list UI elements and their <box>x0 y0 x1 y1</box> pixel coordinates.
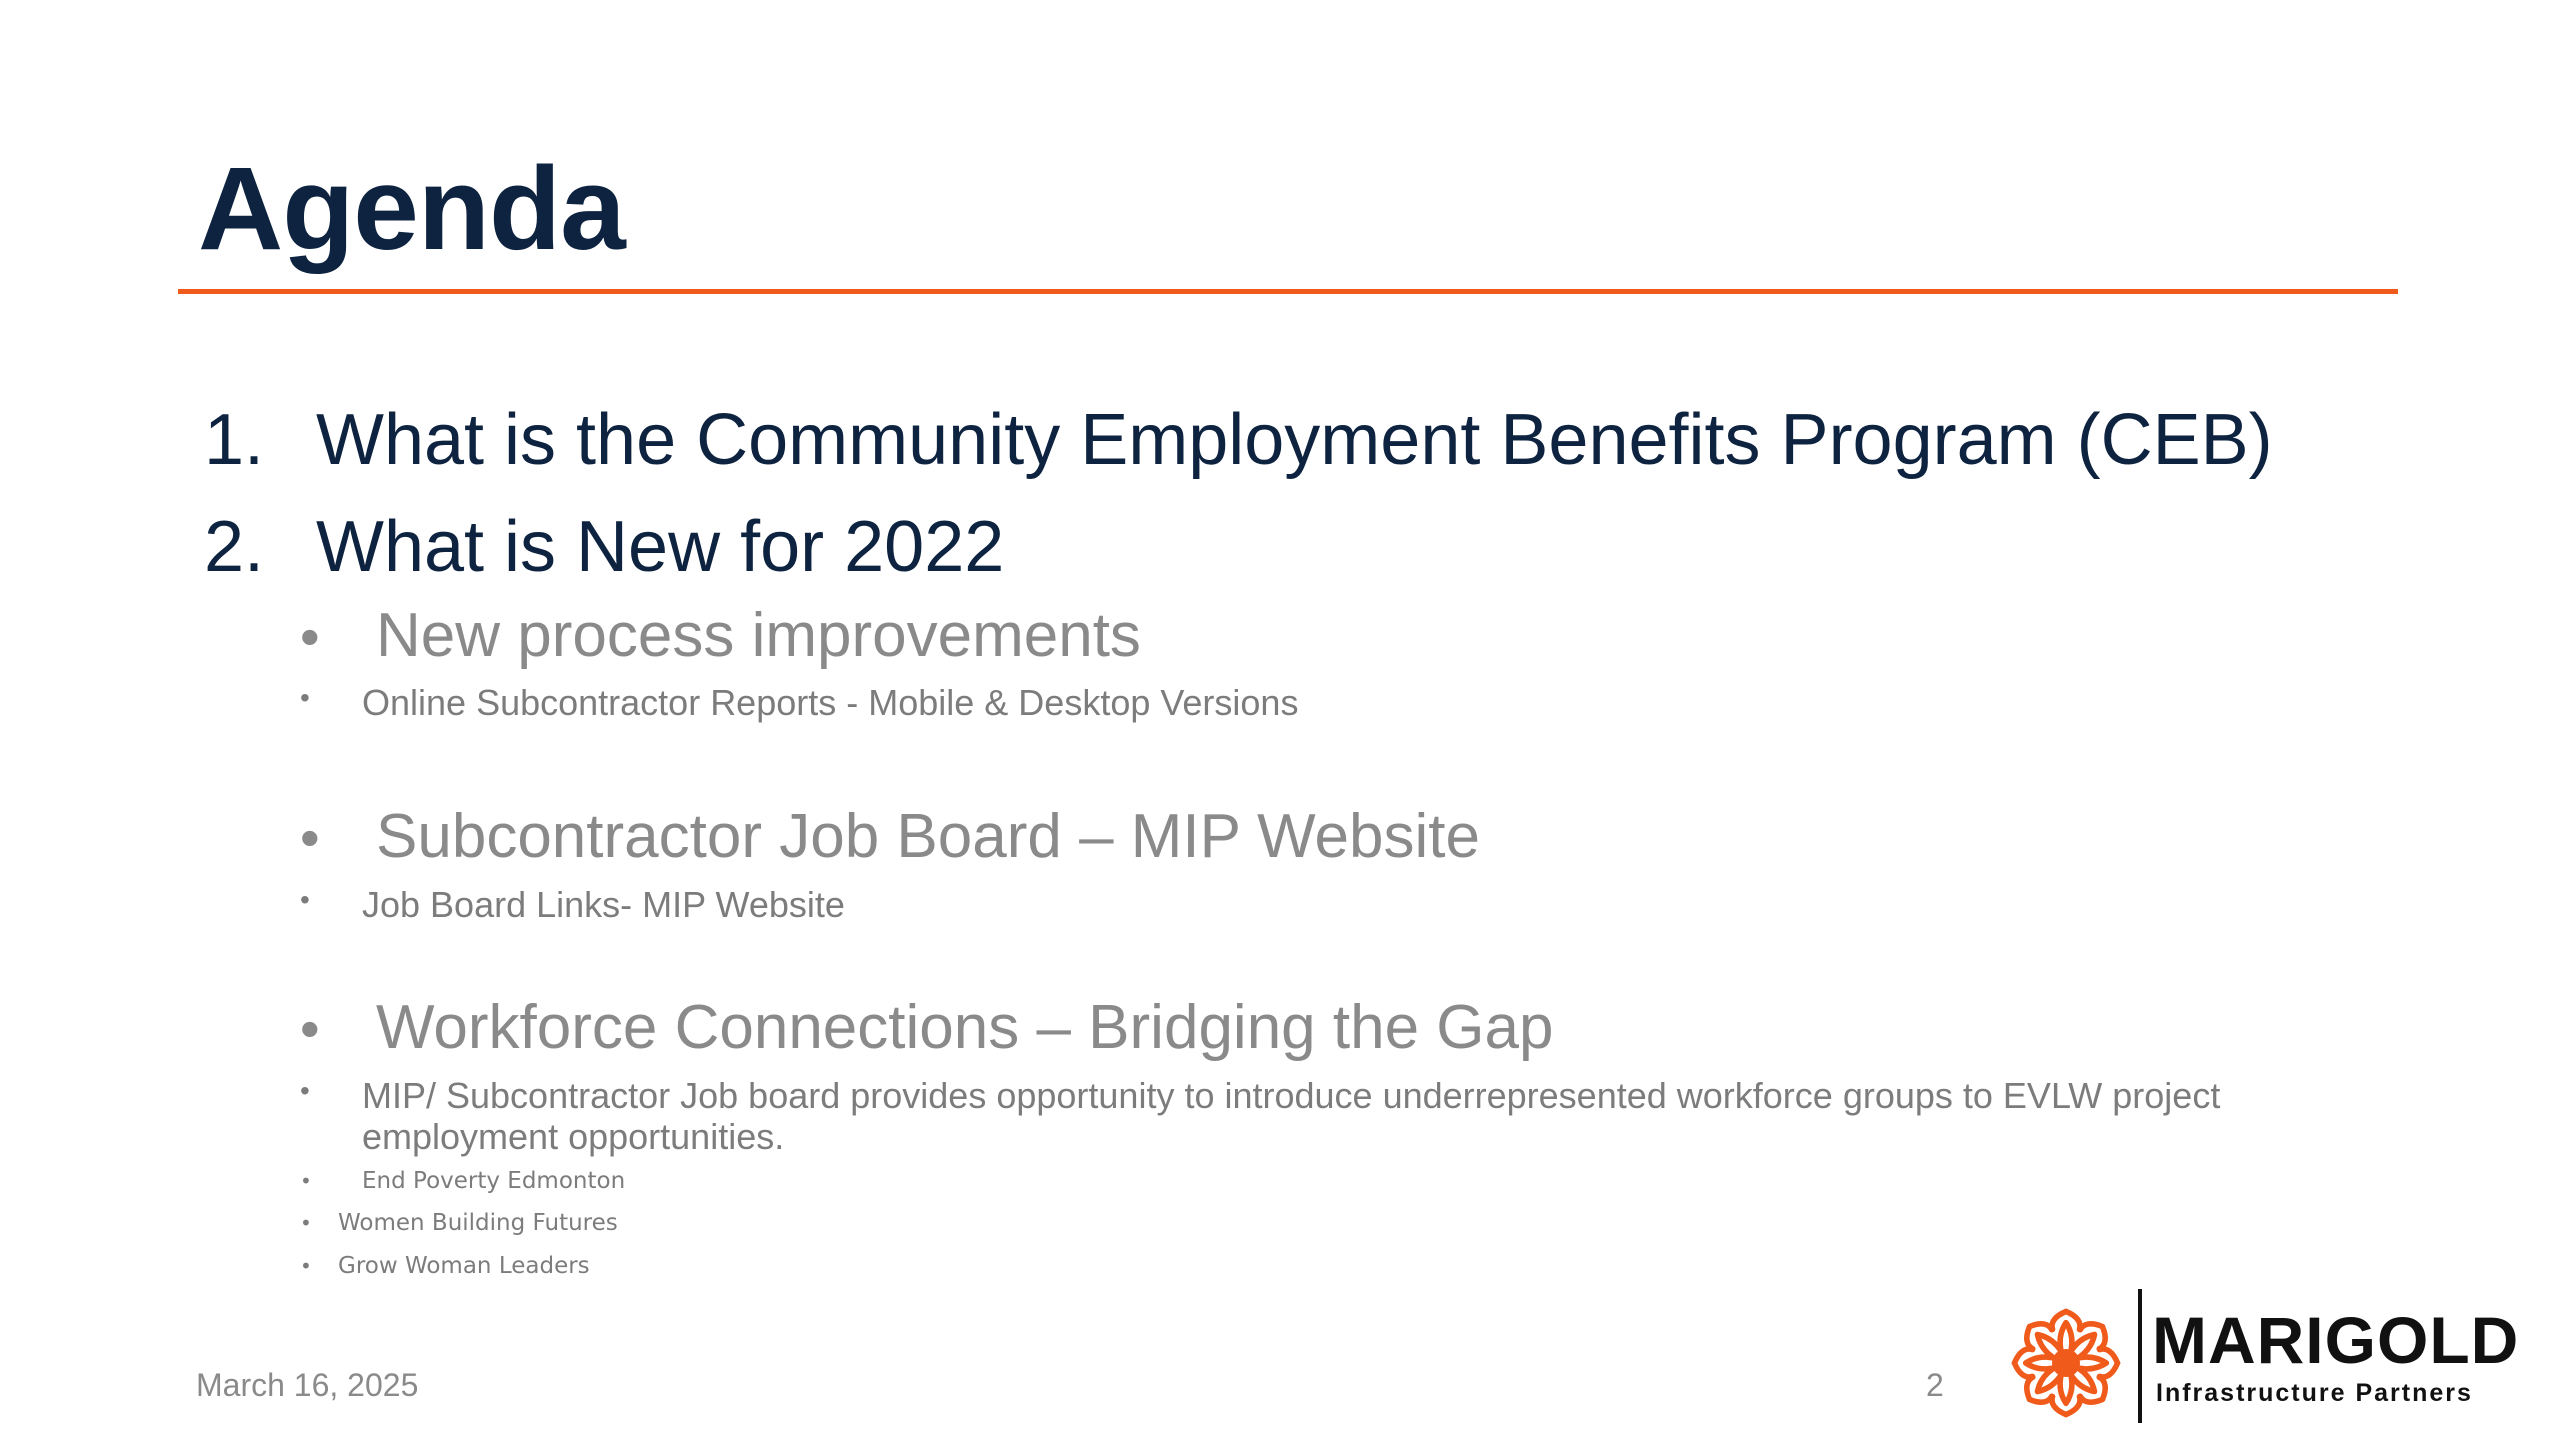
organization-item <box>300 1212 618 1235</box>
section-heading-job-board <box>300 802 1480 871</box>
section-heading-workforce-connections <box>300 993 1554 1062</box>
bullet-icon: • <box>300 806 320 869</box>
bullet-icon: • <box>300 1254 312 1278</box>
section-detail-text: MIP/ Subcontractor Job board provides opportunity to introduce underrepresented workforce groups to EVLW project employment opportunities. <box>362 1075 2221 1158</box>
section-detail <box>300 884 2300 925</box>
organization-name: End Poverty Edmonton <box>362 1168 626 1194</box>
section-detail-text: Online Subcontractor Reports - Mobile & Desktop Versions <box>362 682 1299 723</box>
title-underline <box>178 289 2398 294</box>
bullet-icon: • <box>300 884 310 915</box>
section-detail-text: Job Board Links- MIP Website <box>362 884 845 925</box>
organization-item <box>300 1170 625 1193</box>
agenda-item-1 <box>204 400 2273 480</box>
bullet-icon: • <box>300 605 320 668</box>
section-heading-text: New process improvements <box>376 601 1141 670</box>
marigold-flower-icon <box>2010 1307 2122 1419</box>
agenda-item-number: 2. <box>204 507 265 587</box>
page-number: 2 <box>1926 1367 1944 1403</box>
agenda-item-2 <box>204 507 1005 587</box>
organization-item <box>300 1255 590 1278</box>
footer-date: March 16, 2025 <box>196 1367 419 1403</box>
bullet-icon: • <box>300 682 310 713</box>
section-heading-process-improvements <box>300 601 1141 670</box>
section-heading-text: Subcontractor Job Board – MIP Website <box>376 802 1480 871</box>
agenda-item-text: What is the Community Employment Benefits Program (CEB) <box>316 400 2273 480</box>
marigold-logo <box>2010 1285 2530 1425</box>
agenda-item-text: What is New for 2022 <box>316 507 1005 587</box>
logo-divider <box>2138 1289 2142 1423</box>
organization-name: Grow Woman Leaders <box>338 1253 590 1279</box>
section-detail <box>300 1075 2360 1158</box>
slide-title: Agenda <box>198 143 625 275</box>
agenda-item-number: 1. <box>204 400 265 480</box>
bullet-icon: • <box>300 1075 310 1106</box>
logo-name: MARIGOLD <box>2152 1303 2520 1377</box>
section-heading-text: Workforce Connections – Bridging the Gap <box>376 993 1554 1062</box>
organization-name: Women Building Futures <box>338 1210 618 1236</box>
logo-subtitle: Infrastructure Partners <box>2156 1379 2473 1407</box>
bullet-icon: • <box>300 1169 312 1193</box>
section-detail <box>300 682 2300 723</box>
bullet-icon: • <box>300 1211 312 1235</box>
bullet-icon: • <box>300 997 320 1060</box>
